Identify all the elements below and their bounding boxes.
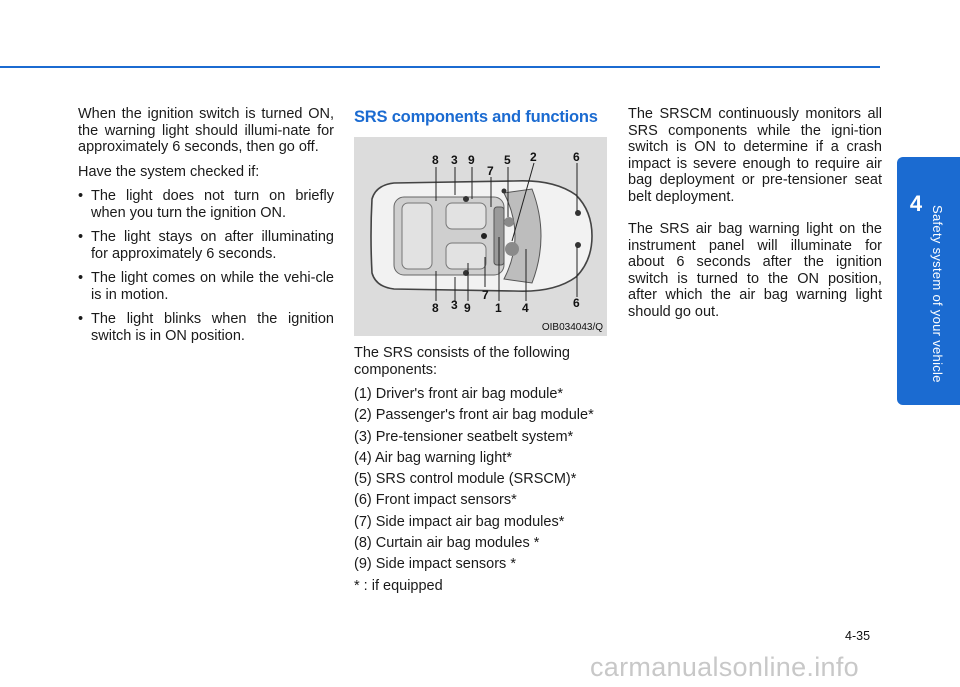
list-item: (9) Side impact sensors * — [354, 556, 516, 573]
diagram-label: 1 — [495, 301, 502, 315]
components-list — [354, 386, 608, 594]
diagram-label: 4 — [522, 301, 529, 315]
diagram-label: 2 — [530, 150, 537, 164]
chapter-tab — [897, 157, 960, 405]
list-item: (3) Pre-tensioner seatbelt system* — [354, 428, 574, 445]
section-title: SRS components and functions — [354, 108, 598, 126]
figure-caption: OIB034043/Q — [541, 322, 603, 333]
header-rule — [0, 66, 880, 68]
footnote: * : if equipped — [354, 577, 443, 594]
column-left — [78, 106, 334, 352]
diagram-label: 3 — [451, 153, 458, 167]
chapter-number: 4 — [909, 191, 923, 216]
diagram-label: 9 — [464, 301, 471, 315]
diagram-label: 7 — [482, 288, 489, 302]
check-list — [78, 188, 334, 344]
components-intro: The SRS consists of the following components: — [354, 345, 570, 378]
check-item: • The light blinks when the ignition switch is in ON position. — [78, 311, 334, 344]
srscm-paragraph: The SRSCM continuously monitors all SRS components while the igni-tion switch is ON to determine if a crash impact is severe enough to require air bag deployment or pre-tensioner seat belt deployment. — [628, 106, 882, 205]
list-item: (6) Front impact sensors* — [354, 492, 517, 509]
list-item: (8) Curtain air bag modules * — [354, 535, 540, 552]
chapter-title: Safety system of your vehicle — [930, 205, 945, 383]
check-item: • The light comes on while the vehi-cle is in motion. — [78, 270, 334, 303]
list-item: (5) SRS control module (SRSCM)* — [354, 471, 577, 488]
warning-light-paragraph: The SRS air bag warning light on the instrument panel will illuminate for about 6 seconds after the ignition switch is turned to the ON position, after which the air bag warning light should go out. — [628, 221, 882, 320]
watermark: carmanualsonline.info — [590, 652, 859, 682]
column-middle — [354, 345, 608, 599]
diagram-label: 6 — [573, 296, 580, 310]
column-right — [628, 106, 882, 328]
list-item: (1) Driver's front air bag module* — [354, 386, 564, 402]
check-item: • The light stays on after illuminating for approximately 6 seconds. — [78, 229, 334, 262]
list-item: (7) Side impact air bag modules* — [354, 513, 565, 530]
srs-diagram — [354, 137, 607, 336]
diagram-label: 9 — [468, 153, 475, 167]
diagram-label: 3 — [451, 298, 458, 312]
check-heading: Have the system checked if: — [78, 163, 260, 180]
diagram-label: 5 — [504, 153, 511, 167]
check-item: • The light does not turn on briefly when you turn the ignition ON. — [78, 188, 334, 221]
diagram-label: 8 — [432, 301, 439, 315]
list-item: (2) Passenger's front air bag module* — [354, 407, 594, 424]
page-number: 4-35 — [845, 629, 871, 643]
car-topview-illustration — [354, 137, 607, 336]
diagram-label: 6 — [573, 150, 580, 164]
warning-light-intro: When the ignition switch is turned ON, the warning light should illumi-nate for approximately 6 seconds, then go off. — [78, 106, 334, 155]
diagram-label: 7 — [487, 164, 494, 178]
list-item: (4) Air bag warning light* — [354, 449, 512, 466]
diagram-label: 8 — [432, 153, 439, 167]
